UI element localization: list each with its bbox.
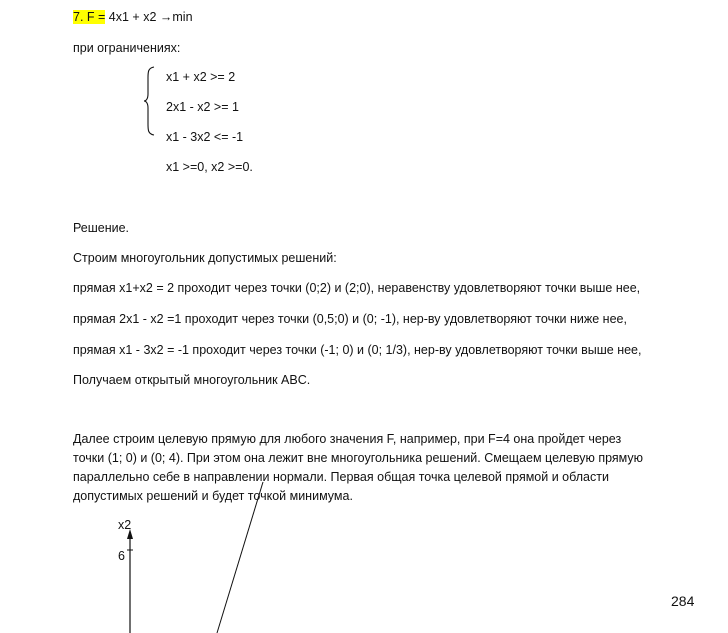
constraint-3: x1 - 3x2 <= -1 bbox=[166, 130, 244, 144]
y-axis-label: x2 bbox=[118, 518, 132, 532]
constraint-2: 2x1 - x2 >= 1 bbox=[166, 100, 239, 114]
line-description-3: прямая x1 - 3x2 = -1 проходит через точки (-1; 0) и (0; 1/3), нер-ву удовлетворяют точки выше нее, bbox=[73, 343, 642, 357]
nonnegativity-constraint: x1 >=0, x2 >=0. bbox=[166, 160, 253, 174]
constraints-intro: при ограничениях: bbox=[73, 41, 181, 55]
arrow-icon: → bbox=[159, 10, 173, 24]
polygon-result: Получаем открытый многоугольник ABC. bbox=[73, 373, 311, 387]
constraint-1: x1 + x2 >= 2 bbox=[166, 70, 236, 84]
paragraph-line-3: параллельно себе в направлении нормали. Первая общая точка целевой прямой и области bbox=[73, 470, 609, 484]
objective-function: 4x1 + x2 bbox=[108, 10, 157, 24]
paragraph-line-2: точки (1; 0) и (0; 4). При этом она лежит вне многоугольника решений. Смещаем целевую прямую bbox=[73, 451, 644, 465]
objective-goal: min bbox=[172, 10, 193, 24]
objective-line bbox=[217, 482, 263, 633]
paragraph-line-1: Далее строим целевую прямую для любого значения F, например, при F=4 она пройдет через bbox=[73, 432, 622, 446]
y-axis-tick-label: 6 bbox=[118, 549, 125, 563]
solution-heading: Решение. bbox=[73, 221, 130, 235]
paragraph-line-4: допустимых решений и будет точкой минимума. bbox=[73, 489, 353, 503]
build-polygon-line: Строим многоугольник допустимых решений: bbox=[73, 251, 337, 265]
problem-number: 7. F = bbox=[73, 10, 106, 24]
line-description-1: прямая x1+x2 = 2 проходит через точки (0;2) и (2;0), неравенству удовлетворяют точки выше нее, bbox=[73, 281, 641, 295]
page-number: 284 bbox=[671, 593, 695, 609]
line-description-2: прямая 2x1 - x2 =1 проходит через точки (0,5;0) и (0; -1), нер-ву удовлетворяют точки ниже нее, bbox=[73, 312, 627, 326]
